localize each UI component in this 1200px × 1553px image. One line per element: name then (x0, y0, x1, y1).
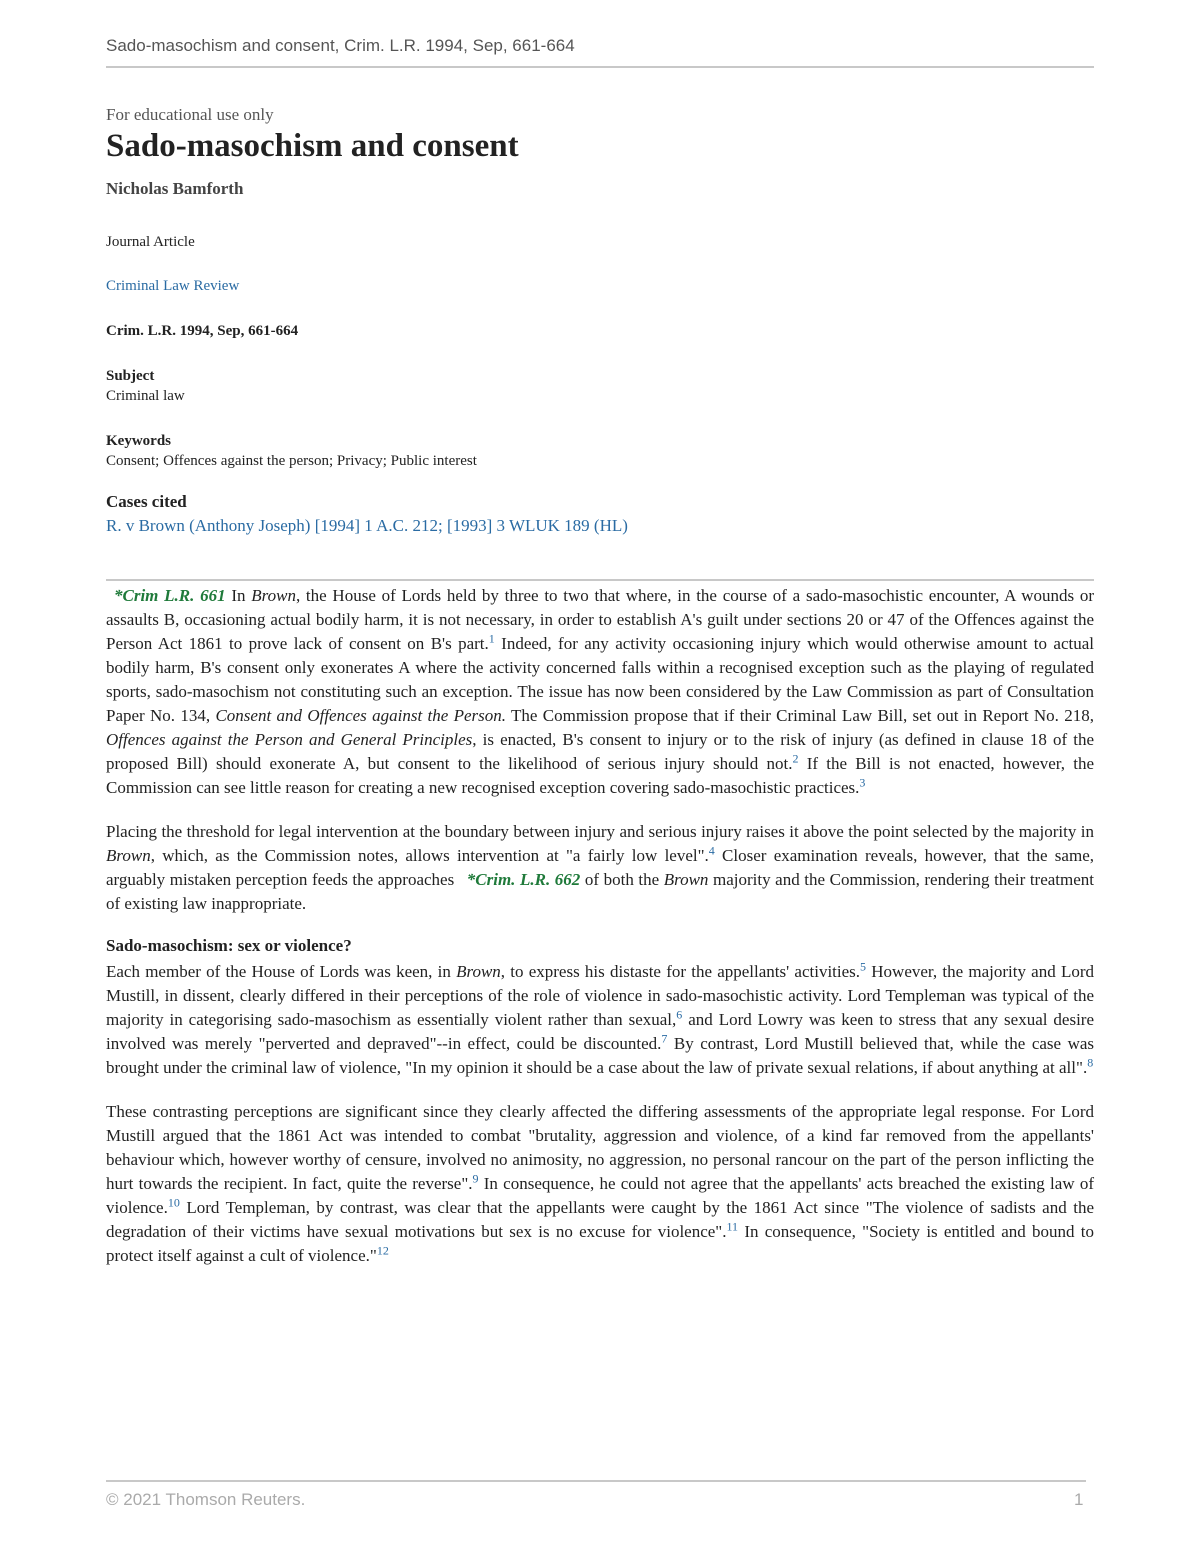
star-page-661: *Crim L.R. 661 (114, 586, 226, 605)
document-title: Sado-masochism and consent (106, 128, 519, 164)
footnote-link[interactable]: 7 (661, 1031, 668, 1046)
paragraph-1 (106, 584, 1094, 800)
footnote-link[interactable]: 10 (167, 1195, 180, 1210)
header-divider (106, 66, 1094, 68)
educational-notice: For educational use only (106, 105, 274, 124)
text: Indeed, for any activity occasioning injury which would otherwise amount to actual bodily harm, B's consent only exonerates A where the activity concerned falls within a recognised exception such as the playing of regulated sports, sado-masochism not constituting such an exception. The issue has now been considered by the Law Commission as part of Consultation Paper No. 134, (106, 634, 1095, 725)
citation: Crim. L.R. 1994, Sep, 661-664 (106, 323, 299, 339)
paragraph-4 (106, 1100, 1094, 1268)
text: of both the (580, 870, 664, 889)
footnote-link[interactable]: 3 (859, 775, 866, 790)
subject-label: Subject (106, 368, 155, 384)
case-name: Brown (663, 870, 709, 889)
text: , to express his distaste for the appellants' activities. (500, 962, 861, 981)
text: Placing the threshold for legal intervention at the boundary between injury and serious injury raises it above the point selected by the majority in (106, 822, 1094, 841)
footnote-link[interactable]: 11 (726, 1219, 739, 1234)
footnote-link[interactable]: 12 (376, 1243, 389, 1258)
footer-divider (106, 1480, 1086, 1482)
text: and Lord Lowry was keen to stress that any sexual desire involved was merely "perverted and depraved"--in effect, could be discounted. (106, 1010, 1094, 1053)
case-name: Brown (251, 586, 296, 605)
cases-cited-label: Cases cited (106, 492, 187, 511)
text: majority and the Commission, rendering their treatment of existing law inappropriate. (106, 870, 1095, 913)
publication-title: Consent and Offences against the Person. (215, 706, 506, 725)
footnote-link[interactable]: 9 (472, 1171, 479, 1186)
running-header: Sado-masochism and consent, Crim. L.R. 1994, Sep, 661-664 (106, 36, 575, 55)
text: Each member of the House of Lords was keen, in (106, 962, 457, 981)
footnote-link[interactable]: 2 (792, 751, 799, 766)
text: Lord Templeman, by contrast, was clear that the appellants were caught by the 1861 Act since "The violence of sadists and the degradation of their victims have sexual motivations but sex is no excuse for violence". (106, 1198, 1094, 1241)
publication-title: Offences against the Person and General Principles (106, 730, 473, 749)
keywords-label: Keywords (106, 433, 171, 449)
footnote-link[interactable]: 8 (1087, 1055, 1094, 1070)
footnote-link[interactable]: 1 (488, 631, 495, 646)
article-body (106, 584, 1094, 1268)
text: , which, as the Commission notes, allows intervention at "a fairly low level". (150, 846, 709, 865)
keywords-value: Consent; Offences against the person; Privacy; Public interest (106, 453, 477, 469)
footnote-link[interactable]: 4 (708, 843, 715, 858)
footnote-link[interactable]: 5 (860, 959, 867, 974)
paragraph-2 (106, 820, 1094, 916)
subject-value: Criminal law (106, 388, 185, 404)
text: , is enacted, B's consent to injury or to the risk of injury (as defined in clause 18 of the proposed Bill) should exonerate A, but consent to the likelihood of serious injury should not. (106, 730, 1094, 773)
case-link[interactable]: R. v Brown (Anthony Joseph) [1994] 1 A.C. 212; [1993] 3 WLUK 189 (HL) (106, 516, 628, 535)
text: However, the majority and Lord Mustill, in dissent, clearly differed in their perceptions of the role of violence in sado-masochistic activity. Lord Templeman was typical of the majority in categorising sado-masochism as essentially violent rather than sexual, (106, 962, 1094, 1029)
document-type: Journal Article (106, 234, 195, 250)
text: In consequence, he could not agree that the appellants' acts breached the existing law of violence. (106, 1174, 1094, 1217)
text: By contrast, Lord Mustill believed that, while the case was brought under the criminal law of violence, "In my opinion it should be a case about the law of private sexual relations, if about anything at all". (106, 1034, 1095, 1077)
text: In (231, 586, 252, 605)
text: These contrasting perceptions are significant since they clearly affected the differing assessments of the appropriate legal response. For Lord Mustill argued that the 1861 Act was intended to combat "brutality, aggression and violence, of a kind far removed from the appellants' behaviour which, however worthy of censure, involved no animosity, no aggression, no personal rancour on the part of the person inflicting the hurt towards the recipient. In fact, quite the reverse". (106, 1102, 1094, 1193)
document-content (106, 104, 1094, 1268)
section-heading: Sado-masochism: sex or violence? (106, 936, 352, 955)
paragraph-3 (106, 960, 1094, 1080)
case-name: Brown (456, 962, 501, 981)
author-name: Nicholas Bamforth (106, 179, 244, 198)
text: If the Bill is not enacted, however, the Commission can see little reason for creating a new recognised exception covering sado-masochistic practices. (106, 754, 1095, 797)
journal-link[interactable]: Criminal Law Review (106, 278, 240, 294)
star-page-662: *Crim. L.R. 662 (466, 870, 581, 889)
copyright-notice: © 2021 Thomson Reuters. (106, 1490, 306, 1509)
text: Closer examination reveals, however, that the same, arguably mistaken perception feeds the approaches (106, 846, 1094, 889)
text: , the House of Lords held by three to two that where, in the course of a sado-masochistic encounter, A wounds or assaults B, occasioning actual bodily harm, it is not necessary, in order to establish A's guilt under sections 20 or 47 of the Offences against the Person Act 1861 to prove lack of consent on B's part. (106, 586, 1095, 653)
text: The Commission propose that if their Criminal Law Bill, set out in Report No. 218, (506, 706, 1095, 725)
case-name: Brown (106, 846, 151, 865)
footnote-link[interactable]: 6 (676, 1007, 683, 1022)
text: In consequence, "Society is entitled and bound to protect itself against a cult of violence." (106, 1222, 1094, 1265)
page-number: 1 (1074, 1490, 1084, 1509)
body-divider (106, 579, 1094, 581)
